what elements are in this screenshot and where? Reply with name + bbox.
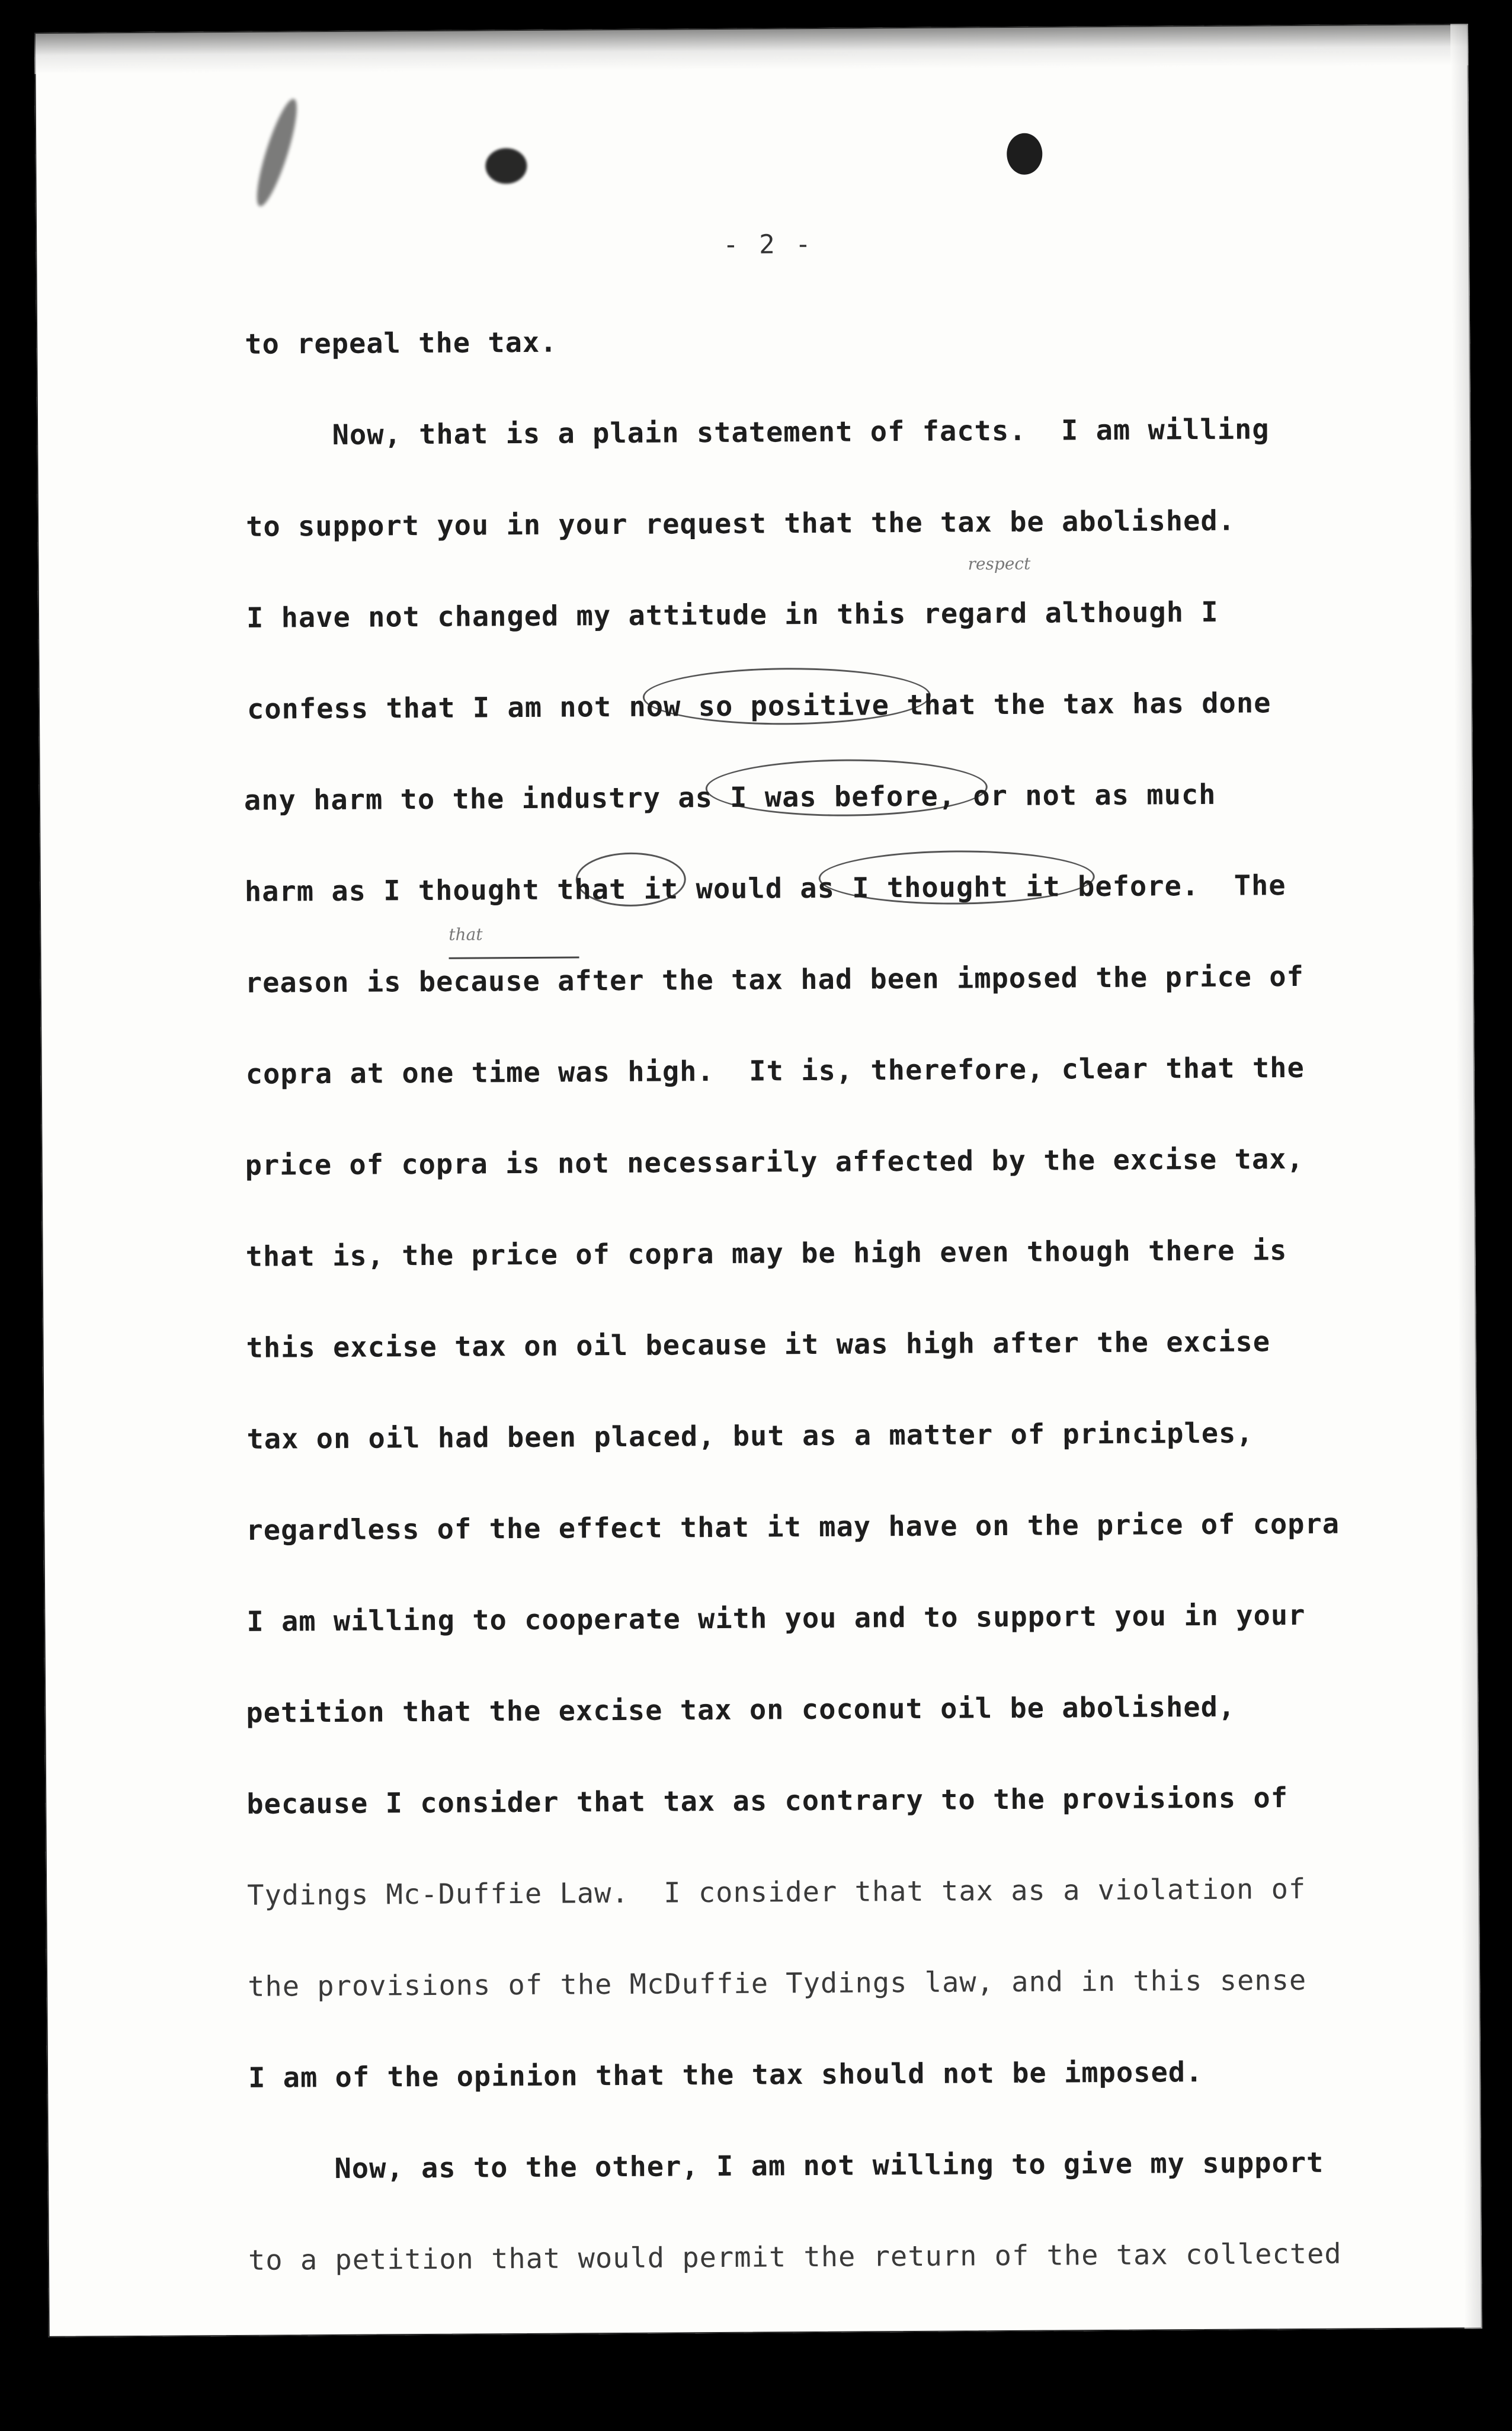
typed-line: harm as I thought that it would as I thought it before. The xyxy=(244,869,1286,908)
typed-line: to a petition that would permit the return of the tax collected xyxy=(248,2237,1342,2277)
typed-line: because I consider that tax as contrary to the provisions of xyxy=(246,1782,1289,1821)
pen-underline xyxy=(449,956,579,959)
typed-line: to support you in your request that the tax be abolished. xyxy=(245,504,1236,543)
ink-blot xyxy=(1007,133,1042,175)
ink-smudge xyxy=(485,148,527,184)
handwritten-annotation: respect xyxy=(968,553,1031,574)
page-number: - 2 - xyxy=(723,229,813,260)
ink-smudge xyxy=(249,96,304,210)
typed-line: tax on oil had been placed, but as a matter of principles, xyxy=(246,1417,1254,1456)
handwritten-annotation: that xyxy=(449,924,483,944)
typed-line: reason is because after the tax had been imposed the price of xyxy=(245,960,1305,1000)
typed-line: I am willing to cooperate with you and to support you in your xyxy=(246,1599,1306,1638)
typed-line: I have not changed my attitude in this regard although I xyxy=(246,595,1219,635)
typed-line: confess that I am not now so positive that the tax has done xyxy=(246,687,1271,726)
typed-line: petition that the excise tax on coconut oil be abolished, xyxy=(246,1690,1236,1729)
paper-top-edge xyxy=(34,24,1468,74)
typed-line: any harm to the industry as I was before, or not as much xyxy=(244,778,1216,817)
document-page xyxy=(34,24,1482,2337)
typed-line: Now, that is a plain statement of facts. I am willing xyxy=(245,413,1270,452)
typed-line: Now, as to the other, I am not willing to give my support xyxy=(247,2146,1324,2186)
typed-line: this excise tax on oil because it was high after the excise xyxy=(246,1325,1271,1365)
typed-line: Tydings Mc-Duffie Law. I consider that tax as a violation of xyxy=(247,1872,1306,1912)
typed-line: the provisions of the McDuffie Tydings law, and in this sense xyxy=(247,1964,1307,2003)
typed-line: price of copra is not necessarily affected by the excise tax, xyxy=(245,1142,1304,1182)
typed-line: to repeal the tax. xyxy=(245,326,558,361)
typed-line: regardless of the effect that it may have on the price of copra xyxy=(246,1507,1340,1547)
typed-line: I am of the opinion that the tax should not be imposed. xyxy=(248,2056,1203,2094)
typed-line: that is, the price of copra may be high even though there is xyxy=(245,1234,1287,1273)
typed-line: copra at one time was high. It is, therefore, clear that the xyxy=(245,1051,1305,1091)
